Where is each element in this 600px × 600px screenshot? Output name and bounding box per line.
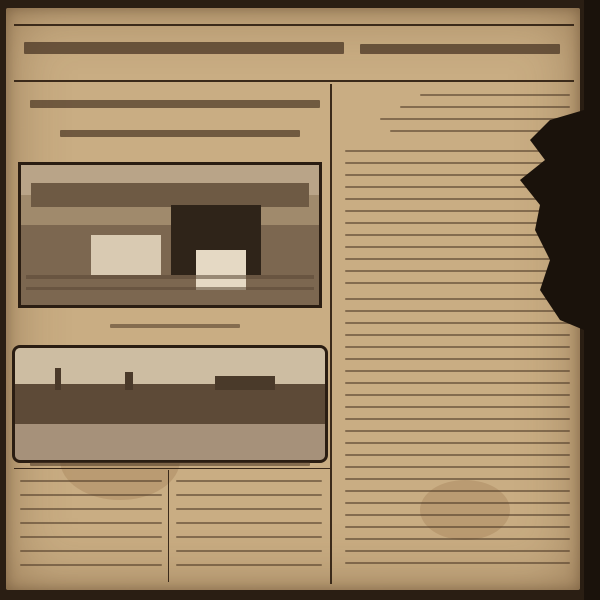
baghdad-photo [12, 345, 328, 463]
mecca-photo [18, 162, 322, 308]
top-rule [14, 24, 574, 26]
scan-background-edge [584, 0, 600, 600]
bottom-column-divider [168, 470, 169, 582]
banner-bottom-rule [14, 80, 574, 82]
torn-paper-edge [490, 110, 584, 330]
bottom-section-rule [14, 468, 330, 469]
column-divider [330, 84, 332, 584]
